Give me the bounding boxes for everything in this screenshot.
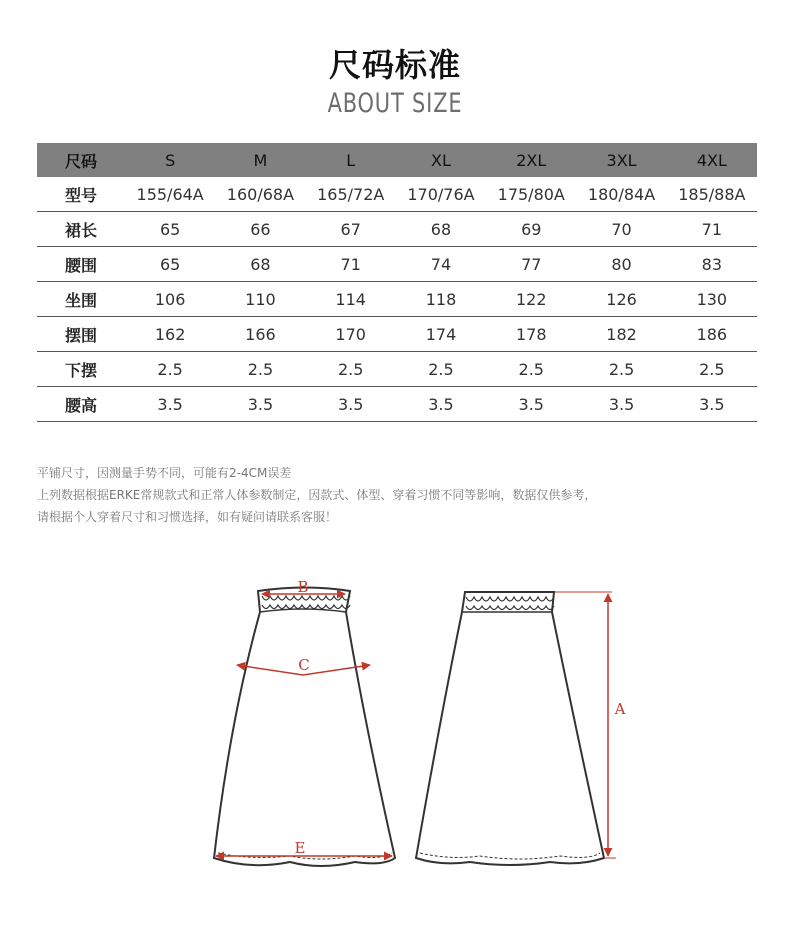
table-cell: 110 — [215, 282, 305, 317]
column-header: XL — [396, 143, 486, 177]
table-cell: 2.5 — [125, 352, 215, 387]
table-cell: 122 — [486, 282, 576, 317]
table-cell: 166 — [215, 317, 305, 352]
table-cell: 80 — [576, 247, 666, 282]
table-cell: 68 — [396, 212, 486, 247]
table-cell: 66 — [215, 212, 305, 247]
table-cell: 175/80A — [486, 177, 576, 212]
table-cell: 77 — [486, 247, 576, 282]
table-cell: 68 — [215, 247, 305, 282]
table-cell: 2.5 — [576, 352, 666, 387]
table-cell: 3.5 — [396, 387, 486, 422]
table-cell: 182 — [576, 317, 666, 352]
column-header: 4XL — [667, 143, 757, 177]
table-cell: 180/84A — [576, 177, 666, 212]
table-cell: 126 — [576, 282, 666, 317]
column-header: 尺码 — [37, 143, 125, 177]
table-cell: 83 — [667, 247, 757, 282]
table-cell: 2.5 — [306, 352, 396, 387]
table-cell: 71 — [667, 212, 757, 247]
row-label: 坐围 — [37, 282, 125, 317]
table-cell: 114 — [306, 282, 396, 317]
label-b: B — [297, 578, 309, 596]
table-cell: 2.5 — [667, 352, 757, 387]
table-cell: 118 — [396, 282, 486, 317]
row-label: 型号 — [37, 177, 125, 212]
page-title: 尺码标准 — [328, 46, 461, 84]
table-cell: 74 — [396, 247, 486, 282]
note-line: 上列数据根据ERKE常规款式和正常人体参数制定，因款式、体型、穿着习惯不同等影响，数据仅供参考， — [37, 488, 597, 502]
table-cell: 65 — [125, 247, 215, 282]
column-header: 3XL — [576, 143, 666, 177]
table-cell: 3.5 — [486, 387, 576, 422]
table-cell: 186 — [667, 317, 757, 352]
measure-b — [262, 578, 345, 596]
row-label: 裙长 — [37, 212, 125, 247]
column-header: M — [215, 143, 305, 177]
table-cell: 70 — [576, 212, 666, 247]
table-cell: 178 — [486, 317, 576, 352]
table-cell: 174 — [396, 317, 486, 352]
column-header: S — [125, 143, 215, 177]
label-e: E — [294, 839, 306, 857]
skirt-front-drawing — [214, 588, 395, 867]
table-cell: 3.5 — [667, 387, 757, 422]
table-cell: 162 — [125, 317, 215, 352]
table-cell: 67 — [306, 212, 396, 247]
row-label: 下摆 — [37, 352, 125, 387]
table-cell: 160/68A — [215, 177, 305, 212]
table-cell: 106 — [125, 282, 215, 317]
table-cell: 65 — [125, 212, 215, 247]
row-label: 腰围 — [37, 247, 125, 282]
table-cell: 165/72A — [306, 177, 396, 212]
row-label: 摆围 — [37, 317, 125, 352]
note-line: 请根据个人穿着尺寸和习惯选择，如有疑问请联系客服！ — [37, 510, 338, 524]
column-header: L — [306, 143, 396, 177]
table-cell: 71 — [306, 247, 396, 282]
table-cell: 3.5 — [306, 387, 396, 422]
table-cell: 3.5 — [576, 387, 666, 422]
table-cell: 170 — [306, 317, 396, 352]
table-cell: 3.5 — [215, 387, 305, 422]
table-cell: 3.5 — [125, 387, 215, 422]
row-label: 腰高 — [37, 387, 125, 422]
label-a: A — [614, 700, 626, 718]
table-cell: 130 — [667, 282, 757, 317]
note-line: 平铺尺寸，因测量手势不同，可能有2-4CM误差 — [37, 466, 292, 480]
table-cell: 2.5 — [486, 352, 576, 387]
page-subtitle: ABOUT SIZE — [327, 88, 463, 119]
table-cell: 170/76A — [396, 177, 486, 212]
table-cell: 2.5 — [396, 352, 486, 387]
table-cell: 69 — [486, 212, 576, 247]
column-header: 2XL — [486, 143, 576, 177]
table-cell: 185/88A — [667, 177, 757, 212]
table-cell: 2.5 — [215, 352, 305, 387]
label-c: C — [298, 656, 310, 674]
skirt-back-drawing — [416, 592, 604, 865]
table-cell: 155/64A — [125, 177, 215, 212]
